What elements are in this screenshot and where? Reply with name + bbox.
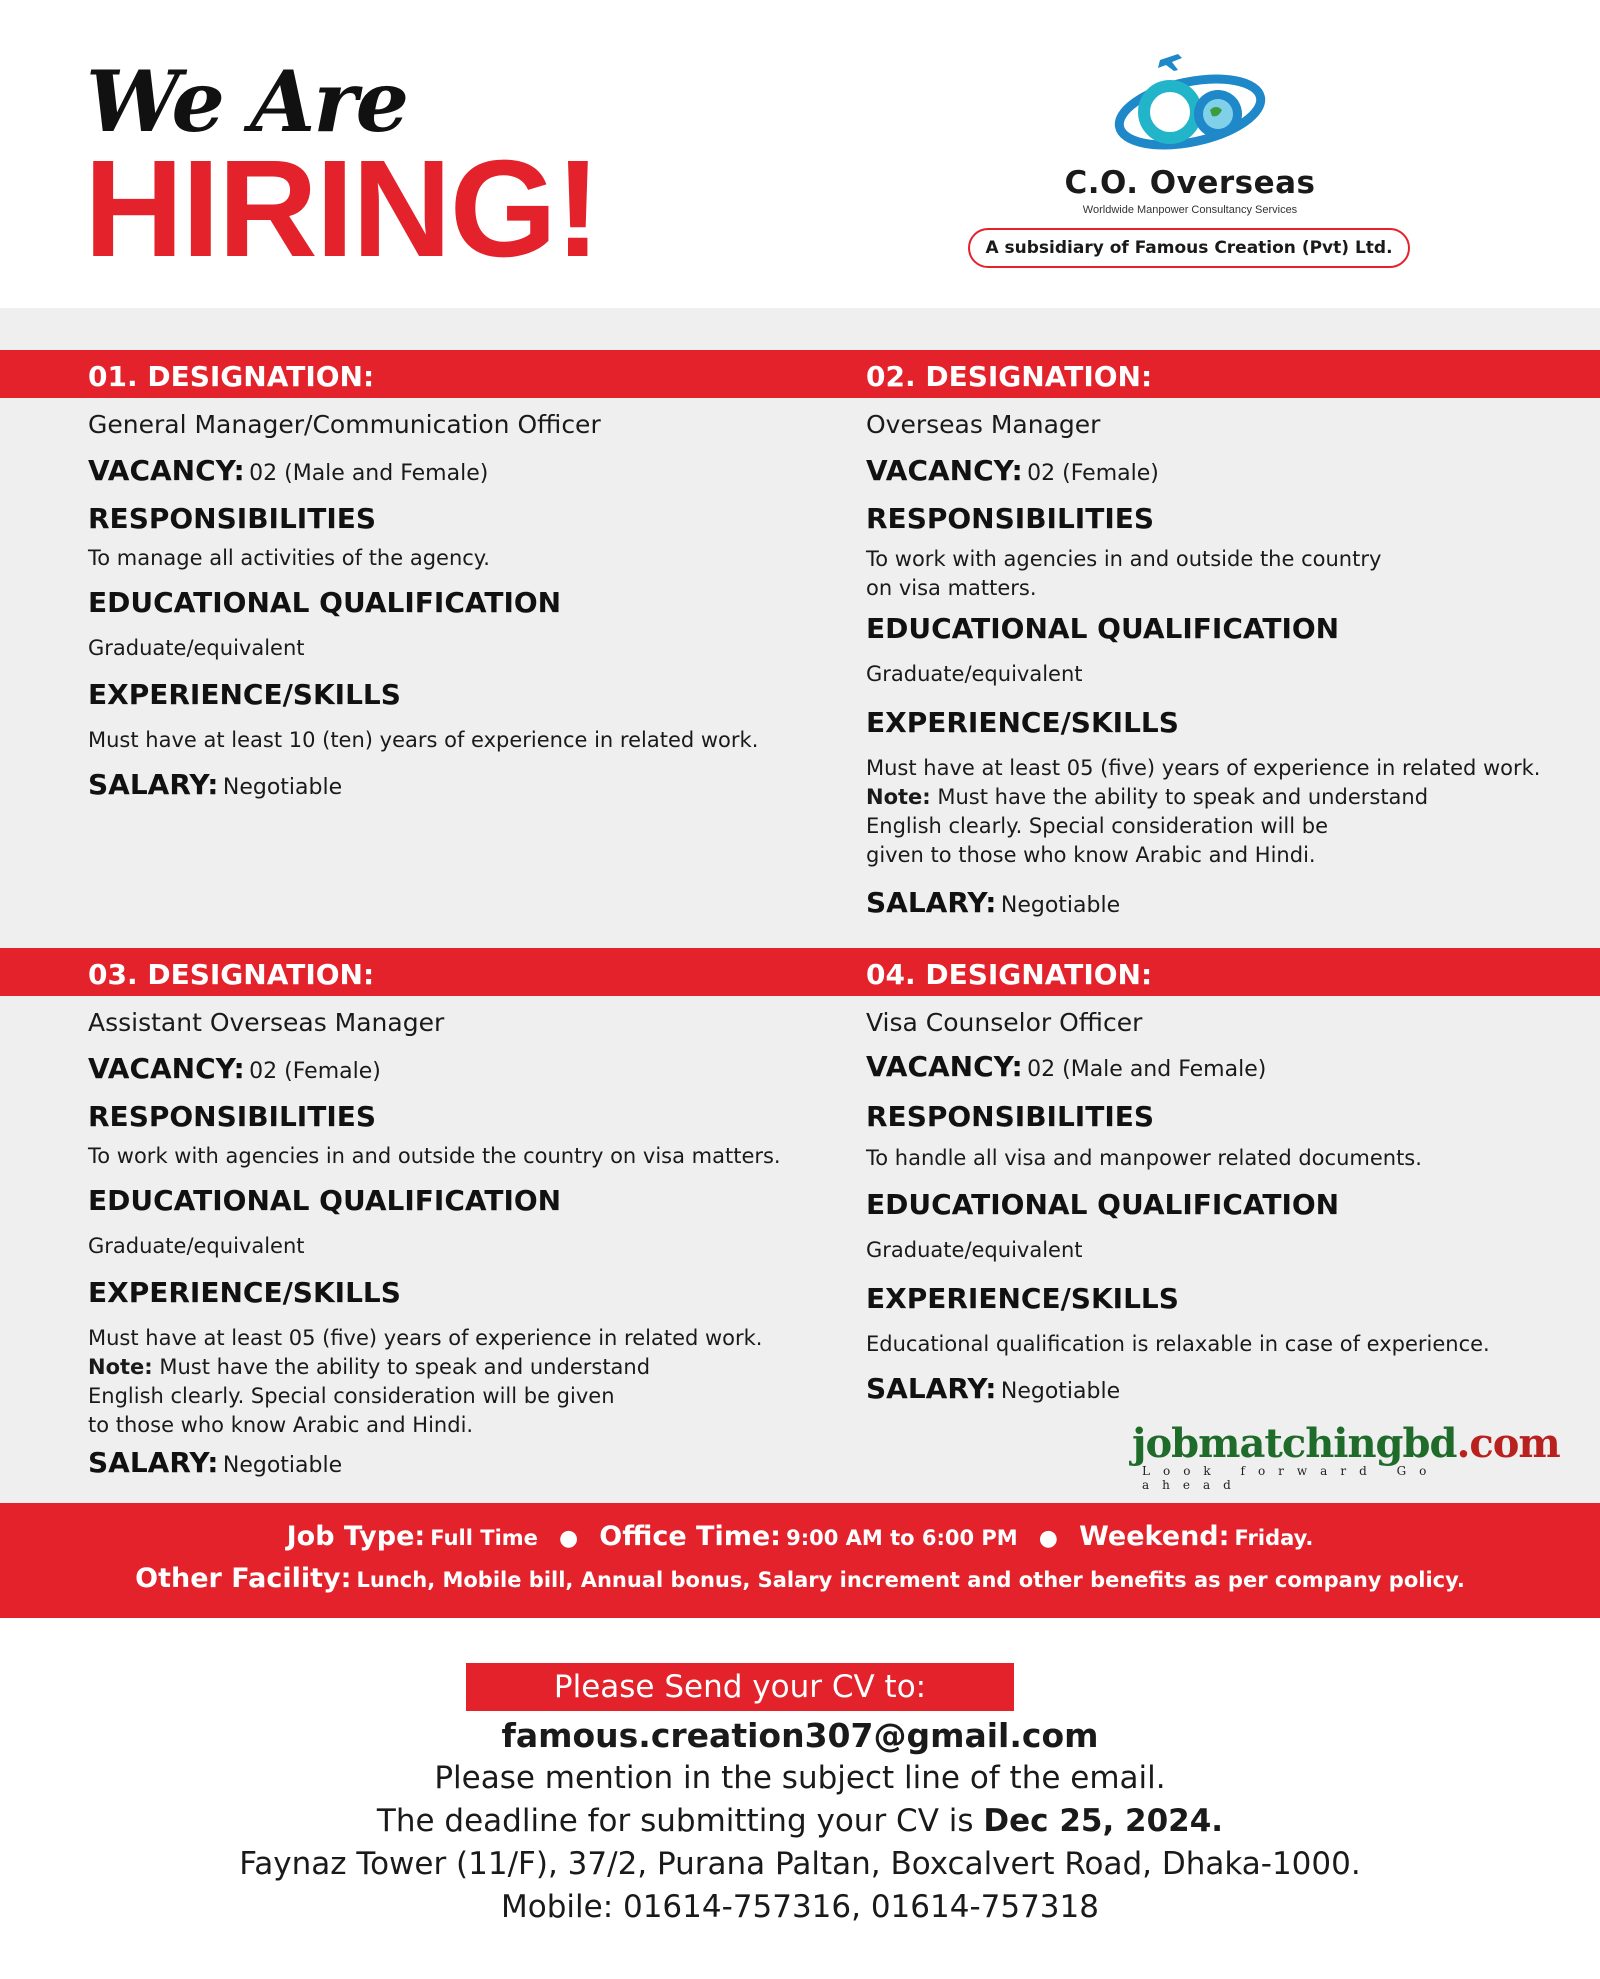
brand-tagline: Worldwide Manpower Consultancy Services	[1082, 204, 1298, 216]
note-label: Note:	[88, 1355, 153, 1379]
deadline-line	[0, 1803, 1600, 1839]
job2-experience: Must have at least 05 (five) years of experience in related work.	[866, 756, 1541, 780]
subsidiary-badge: A subsidiary of Famous Creation (Pvt) Ltd.	[968, 228, 1410, 268]
hiring-headline: HIRING!	[84, 132, 599, 286]
deadline-date: Dec 25, 2024.	[983, 1803, 1224, 1839]
vacancy-label: VACANCY:	[88, 454, 245, 487]
job2-responsibilities-line1: To work with agencies in and outside the country	[866, 547, 1382, 571]
job2-responsibilities-label: RESPONSIBILITIES	[866, 502, 1155, 535]
salary-label: SALARY:	[866, 886, 997, 919]
we-are-text: We Are	[86, 52, 408, 151]
job1-education-label: EDUCATIONAL QUALIFICATION	[88, 586, 562, 619]
job2-note-text: Must have the ability to speak and understand	[937, 785, 1429, 809]
bullet-dot-icon: ●	[1038, 1526, 1058, 1551]
job2-card	[866, 410, 1586, 930]
vacancy-label: VACANCY:	[88, 1052, 245, 1085]
job4-experience: Educational qualification is relaxable in case of experience.	[866, 1332, 1490, 1356]
job-info-band	[0, 1503, 1600, 1618]
job4-salary	[866, 1372, 1120, 1405]
header	[0, 0, 1600, 308]
job2-title: Overseas Manager	[866, 410, 1101, 439]
job1-responsibilities-label: RESPONSIBILITIES	[88, 502, 377, 535]
mobile-numbers[interactable]: Mobile: 01614-757316, 01614-757318	[501, 1889, 1099, 1925]
job1-responsibilities: To manage all activities of the agency.	[88, 546, 490, 570]
office-address: Faynaz Tower (11/F), 37/2, Purana Paltan, Boxcalvert Road, Dhaka-1000.	[239, 1846, 1361, 1882]
job3-vacancy	[88, 1052, 381, 1085]
job3-education-label: EDUCATIONAL QUALIFICATION	[88, 1184, 562, 1217]
job4-vacancy-value: 02 (Male and Female)	[1027, 1057, 1267, 1082]
job2-note-line1	[866, 783, 1428, 812]
job3-note-line1	[88, 1353, 650, 1382]
job2-education-label: EDUCATIONAL QUALIFICATION	[866, 612, 1340, 645]
brand-name: C.O. Overseas	[1064, 165, 1316, 201]
job3-experience-label: EXPERIENCE/SKILLS	[88, 1276, 401, 1309]
vacancy-label: VACANCY:	[866, 1050, 1023, 1083]
job4-heading: 04. DESIGNATION:	[866, 958, 1153, 991]
designation-band-bottom	[0, 948, 1600, 996]
facility-value: Lunch, Mobile bill, Annual bonus, Salary increment and other benefits as per company policy.	[356, 1568, 1465, 1592]
job3-note-line3: to those who know Arabic and Hindi.	[88, 1413, 474, 1437]
salary-label: SALARY:	[866, 1372, 997, 1405]
job1-education: Graduate/equivalent	[88, 636, 305, 660]
job1-salary	[88, 768, 342, 801]
job4-salary-value: Negotiable	[1000, 1379, 1121, 1404]
job4-vacancy	[866, 1050, 1266, 1083]
deadline-prefix: The deadline for submitting your CV is	[376, 1803, 974, 1839]
job4-card	[866, 1008, 1586, 1408]
job2-responsibilities-line2: on visa matters.	[866, 576, 1037, 600]
job3-experience: Must have at least 05 (five) years of experience in related work.	[88, 1326, 763, 1350]
job3-salary	[88, 1446, 342, 1479]
vacancy-label: VACANCY:	[866, 454, 1023, 487]
job2-experience-label: EXPERIENCE/SKILLS	[866, 706, 1179, 739]
job4-education-label: EDUCATIONAL QUALIFICATION	[866, 1188, 1340, 1221]
job1-experience: Must have at least 10 (ten) years of experience in related work.	[88, 728, 759, 752]
job3-responsibilities-label: RESPONSIBILITIES	[88, 1100, 377, 1133]
contact-email[interactable]: famous.creation307@gmail.com	[501, 1716, 1099, 1755]
job3-education: Graduate/equivalent	[88, 1234, 305, 1258]
job2-heading: 02. DESIGNATION:	[866, 360, 1153, 393]
jobmatchingbd-watermark	[1132, 1420, 1560, 1492]
job3-card	[88, 1008, 808, 1478]
job2-vacancy-value: 02 (Female)	[1027, 461, 1159, 486]
job1-salary-value: Negotiable	[222, 775, 343, 800]
watermark-tagline: Look forward Go ahead	[1142, 1464, 1440, 1492]
job3-note-line2: English clearly. Special consideration will be given	[88, 1384, 615, 1408]
weekend-label: Weekend:	[1079, 1521, 1230, 1552]
job2-note-line3: given to those who know Arabic and Hindi.	[866, 843, 1316, 867]
note-label: Note:	[866, 785, 931, 809]
office-time-value: 9:00 AM to 6:00 PM	[786, 1526, 1018, 1550]
job2-salary-value: Negotiable	[1000, 893, 1121, 918]
job1-card	[88, 410, 808, 810]
job4-education: Graduate/equivalent	[866, 1238, 1083, 1262]
weekend-value: Friday.	[1234, 1526, 1314, 1550]
job3-responsibilities: To work with agencies in and outside the country on visa matters.	[88, 1144, 781, 1168]
job3-title: Assistant Overseas Manager	[88, 1008, 445, 1037]
bullet-dot-icon: ●	[558, 1526, 579, 1551]
facility-label: Other Facility:	[135, 1563, 352, 1594]
job4-responsibilities: To handle all visa and manpower related documents.	[866, 1146, 1422, 1170]
send-cv-banner: Please Send your CV to:	[466, 1663, 1014, 1711]
job1-heading: 01. DESIGNATION:	[88, 360, 375, 393]
watermark-main: jobmatchingbd	[1132, 1420, 1457, 1467]
job-type-label: Job Type:	[286, 1521, 426, 1552]
watermark-domain: .com	[1456, 1420, 1560, 1467]
job1-experience-label: EXPERIENCE/SKILLS	[88, 678, 401, 711]
job3-note-text: Must have the ability to speak and understand	[159, 1355, 651, 1379]
job2-education: Graduate/equivalent	[866, 662, 1083, 686]
watermark-text	[1132, 1420, 1560, 1467]
job3-salary-value: Negotiable	[222, 1453, 343, 1478]
job-info-line1	[0, 1521, 1600, 1552]
job1-vacancy	[88, 454, 488, 487]
job4-experience-label: EXPERIENCE/SKILLS	[866, 1282, 1179, 1315]
office-time-label: Office Time:	[599, 1521, 781, 1552]
job-info-line2	[0, 1563, 1600, 1594]
job3-heading: 03. DESIGNATION:	[88, 958, 375, 991]
co-overseas-logo-icon	[1100, 50, 1280, 170]
job-type-value: Full Time	[430, 1526, 538, 1550]
salary-label: SALARY:	[88, 768, 219, 801]
job1-vacancy-value: 02 (Male and Female)	[249, 461, 489, 486]
designation-band-top	[0, 350, 1600, 398]
job2-salary	[866, 886, 1120, 919]
job4-responsibilities-label: RESPONSIBILITIES	[866, 1100, 1155, 1133]
subject-note: Please mention in the subject line of the email.	[434, 1760, 1166, 1796]
job3-vacancy-value: 02 (Female)	[249, 1059, 381, 1084]
salary-label: SALARY:	[88, 1446, 219, 1479]
job1-title: General Manager/Communication Officer	[88, 410, 601, 439]
job2-note-line2: English clearly. Special consideration will be	[866, 814, 1328, 838]
job4-title: Visa Counselor Officer	[866, 1008, 1143, 1037]
job2-vacancy	[866, 454, 1159, 487]
